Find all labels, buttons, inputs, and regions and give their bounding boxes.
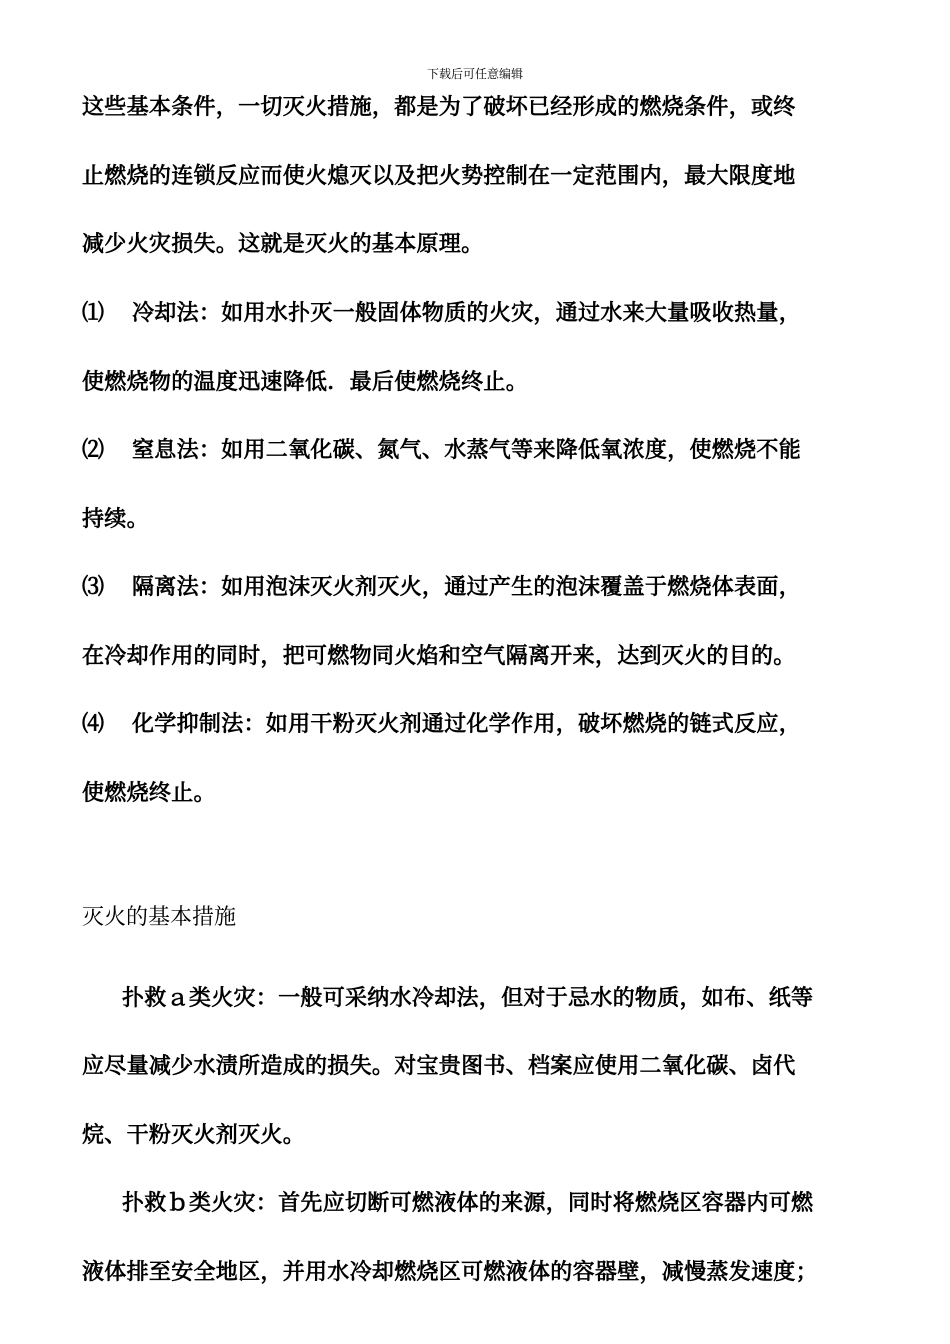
method-chemical [82,709,801,739]
method-cooling-cont: 使燃烧物的温度迅速降低．最后使燃烧终止。 [82,369,529,395]
method-cooling [82,298,801,328]
intro-line-1: 这些基本条件，一切灭火措施，都是为了破坏已经形成的燃烧条件，或终 [82,94,796,120]
method-number: ⑷ [82,711,105,737]
method-isolation-cont: 在冷却作用的同时，把可燃物同火焰和空气隔离开来，达到灭火的目的。 [82,643,796,669]
class-b-line-1: 扑救ｂ类火灾：首先应切断可燃液体的来源，同时将燃烧区容器内可燃 [122,1190,814,1216]
method-isolation [82,572,801,602]
intro-line-3: 减少火灾损失。这就是灭火的基本原理。 [82,231,484,257]
method-text: 隔离法：如用泡沫灭火剂灭火，通过产生的泡沫覆盖于燃烧体表面， [132,574,802,600]
page-header: 下载后可任意编辑 [426,67,523,81]
class-b-line-2: 液体排至安全地区，并用水冷却燃烧区可燃液体的容器壁，减慢蒸发速度； [82,1259,818,1285]
method-text: 冷却法：如用水扑灭一般固体物质的火灾，通过水来大量吸收热量， [132,300,802,326]
class-a-line-2: 应尽量减少水渍所造成的损失。对宝贵图书、档案应使用二氧化碳、卤代 [82,1053,796,1079]
method-number: ⑶ [82,574,105,600]
intro-line-2: 止燃烧的连锁反应而使火熄灭以及把火势控制在一定范围内，最大限度地 [82,163,796,189]
method-number: ⑵ [82,437,105,463]
method-text: 窒息法：如用二氧化碳、氮气、水蒸气等来降低氧浓度，使燃烧不能 [132,437,802,463]
method-chemical-cont: 使燃烧终止。 [82,780,216,806]
method-smothering-cont: 持续。 [82,506,149,532]
class-a-line-3: 烷、干粉灭火剂灭火。 [82,1122,306,1148]
class-a-line-1: 扑救ａ类火灾：一般可采纳水冷却法，但对于忌水的物质，如布、纸等 [122,985,814,1011]
section-title: 灭火的基本措施 [82,905,237,930]
method-number: ⑴ [82,300,105,326]
method-smothering [82,435,801,465]
method-text: 化学抑制法：如用干粉灭火剂通过化学作用，破坏燃烧的链式反应， [132,711,802,737]
